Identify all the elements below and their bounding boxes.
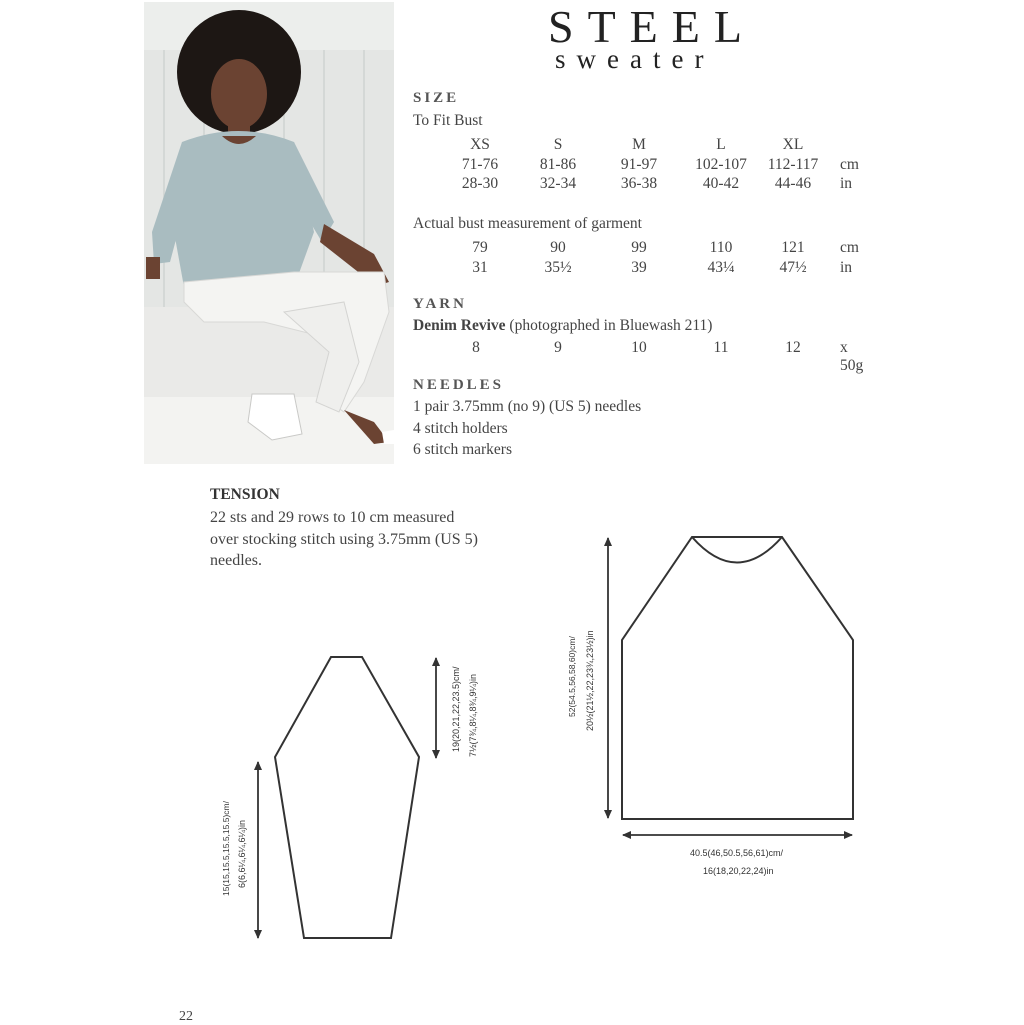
fit-cm-unit: cm: [840, 155, 859, 173]
actual-cm-m: 99: [631, 239, 647, 256]
fit-in-xs: 28-30: [461, 175, 499, 192]
size-s: S: [553, 136, 563, 153]
actual-cm-l: 110: [709, 239, 733, 256]
actual-in-xs: 31: [472, 258, 488, 276]
size-xs: XS: [470, 136, 490, 153]
size-m: M: [632, 136, 646, 153]
needles-heading: NEEDLES: [413, 377, 505, 393]
yarn-name: Denim Revive: [413, 317, 506, 334]
needles-item: 1 pair 3.75mm (no 9) (US 5) needles: [413, 398, 642, 415]
page-number: 22: [179, 1009, 193, 1024]
actual-in-l: 43¼: [707, 258, 735, 276]
size-l: L: [716, 136, 726, 153]
fit-in-s: 32-34: [539, 175, 577, 192]
actual-cm-xs: 79: [472, 239, 488, 256]
fit-cm-xl: 112-117: [767, 155, 819, 173]
size-xl: XL: [782, 136, 804, 153]
fit-cm-s: 81-86: [539, 155, 577, 173]
actual-cm-unit: cm: [840, 239, 859, 256]
actual-in-unit: in: [840, 258, 853, 276]
pattern-subtitle: sweater: [555, 44, 715, 74]
balls-s: 9: [554, 339, 562, 356]
sleeve-cap-cm-label: 19(20,21,22,23.5)cm/: [451, 666, 461, 752]
pattern-title: STEEL: [548, 1, 756, 52]
fit-in-l: 40-42: [702, 175, 740, 192]
actual-bust-label: Actual bust measurement of garment: [413, 215, 642, 232]
balls-l: 11: [713, 339, 729, 356]
actual-in-m: 39: [631, 258, 647, 276]
sleeve-outline: [275, 657, 419, 938]
to-fit-bust-label: To Fit Bust: [413, 112, 483, 129]
balls-m: 10: [631, 339, 647, 356]
body-width-cm-label: 40.5(46,50.5,56,61)cm/: [690, 848, 784, 858]
yarn-note: (photographed in Bluewash 211): [509, 317, 713, 334]
body-length-in-label: 20½(21½,22,23¾,23½)in: [585, 630, 595, 731]
balls-xl: 12: [785, 339, 801, 356]
fit-cm-m: 91-97: [620, 155, 658, 173]
fit-cm-l: 102-107: [695, 155, 747, 173]
fit-cm-xs: 71-76: [461, 155, 499, 173]
needles-item: 6 stitch markers: [413, 441, 513, 458]
tension-line: needles.: [210, 552, 262, 569]
actual-in-s: 35½: [544, 258, 572, 276]
fit-in-xl: 44-46: [774, 175, 812, 192]
body-length-cm-label: 52(54.5,56,58,60)cm/: [567, 636, 577, 717]
yarn-heading: YARN: [413, 296, 467, 312]
actual-cm-s: 90: [550, 239, 566, 256]
body-outline: [622, 537, 853, 819]
body-width-in-label: 16(18,20,22,24)in: [703, 866, 774, 876]
size-heading: SIZE: [413, 90, 460, 106]
sleeve-length-cm-label: 15(15,15.5,15.5,15.5)cm/: [221, 801, 231, 896]
balls-xs: 8: [472, 339, 480, 356]
sleeve-cap-in-label: 7½(7¾,8¼,8¾,9¼)in: [468, 673, 478, 757]
actual-in-xl: 47½: [779, 258, 807, 276]
actual-cm-xl: 121: [781, 239, 805, 256]
tension-heading: TENSION: [210, 486, 280, 503]
tension-line: over stocking stitch using 3.75mm (US 5): [210, 530, 478, 548]
balls-unit: x 50g: [840, 339, 864, 374]
sleeve-length-in-label: 6(6,6¼,6¼,6¼)in: [237, 819, 247, 888]
neckline: [692, 537, 782, 563]
tension-line: 22 sts and 29 rows to 10 cm measured: [210, 509, 455, 526]
fit-in-m: 36-38: [620, 175, 658, 192]
fit-in-unit: in: [840, 175, 853, 192]
needles-item: 4 stitch holders: [413, 420, 508, 437]
